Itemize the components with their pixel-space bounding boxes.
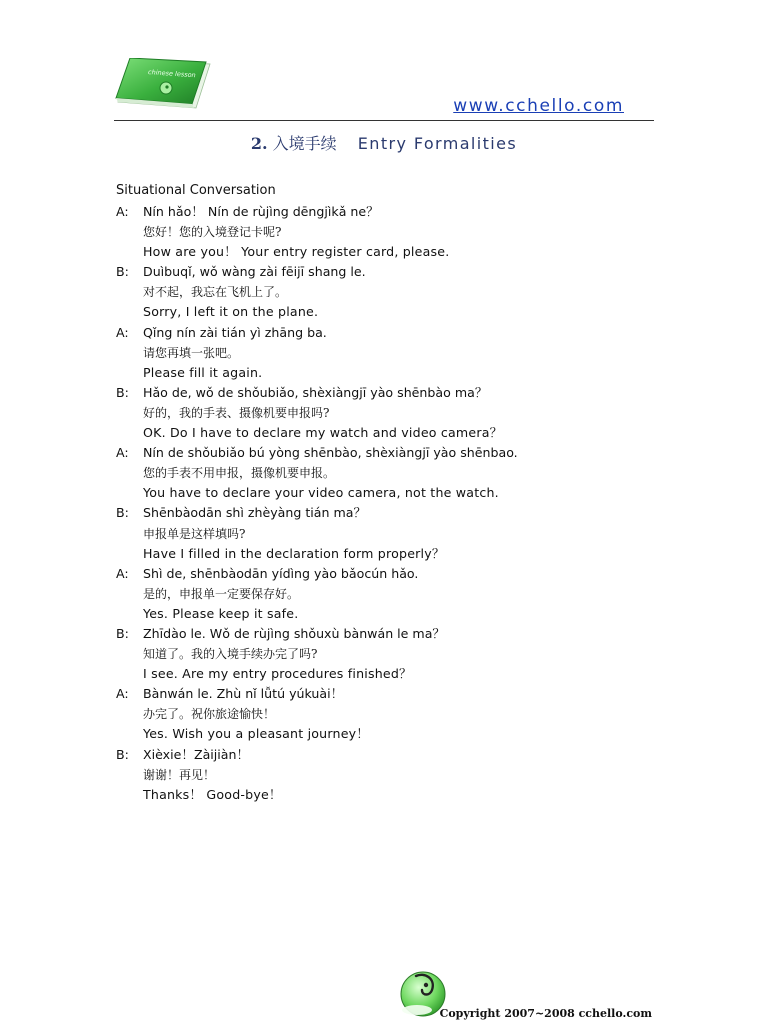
pinyin-line <box>116 443 676 463</box>
chinese-line <box>116 403 676 423</box>
chinese-line <box>116 282 676 302</box>
chinese-line-text: 是的，申报单一定要保存好。 <box>143 586 300 601</box>
pinyin-line-text: Qǐng nín zài tián yì zhāng ba. <box>143 324 327 340</box>
chinese-line-text: 谢谢！再见！ <box>143 767 216 782</box>
pinyin-line <box>116 383 676 403</box>
english-line-text: Thanks！ Good-bye！ <box>143 786 282 802</box>
english-line <box>116 664 676 684</box>
header-divider <box>114 120 654 121</box>
english-line-text: Yes. Wish you a pleasant journey！ <box>143 726 370 742</box>
pinyin-line <box>116 202 676 222</box>
speaker-label: B: <box>116 264 129 280</box>
pinyin-line-text: Nín hǎo！ Nín de rùjìng dēngjìkǎ ne？ <box>143 204 379 219</box>
chinese-line-text: 您好！您的入境登记卡呢? <box>143 225 282 240</box>
english-line-text: Please fill it again. <box>143 364 263 380</box>
pinyin-line-text: Hǎo de, wǒ de shǒubiǎo, shèxiàngjī yào shēnbào ma？ <box>143 384 488 400</box>
lesson-title <box>0 131 768 154</box>
chinese-line-text: 知道了。我的入境手续办完了吗? <box>143 647 318 662</box>
chinese-line <box>116 644 676 664</box>
english-line <box>116 544 676 564</box>
chinese-line <box>116 463 676 483</box>
english-line <box>116 604 676 624</box>
conversation-turns <box>116 202 676 805</box>
pinyin-line <box>116 564 676 584</box>
speaker-label: B: <box>116 505 129 521</box>
lesson-title-zh: 入境手续 <box>272 134 337 153</box>
chinese-line <box>116 704 676 724</box>
pinyin-line <box>116 503 676 523</box>
english-line-text: How are you！ Your entry register card, please. <box>143 244 450 260</box>
pinyin-line <box>116 323 676 343</box>
english-line <box>116 363 676 383</box>
pinyin-line <box>116 684 676 704</box>
pinyin-line-text: Shì de, shēnbàodān yídìng yào bǎocún hǎo. <box>143 565 419 581</box>
english-line <box>116 483 676 503</box>
speaker-label: B: <box>116 625 129 641</box>
speaker-label: B: <box>116 746 129 762</box>
english-line-text: Have I filled in the declaration form properly？ <box>143 545 445 561</box>
english-line-text: You have to declare your video camera, not the watch. <box>143 485 499 501</box>
english-line-text: OK. Do I have to declare my watch and video camera？ <box>143 425 503 441</box>
chinese-line <box>116 222 676 242</box>
chinese-line <box>116 765 676 785</box>
english-line <box>116 785 676 805</box>
pinyin-line-text: Nín de shǒubiǎo bú yòng shēnbào, shèxiàngjī yào shēnbao. <box>143 445 518 461</box>
speaker-label: A: <box>116 324 129 340</box>
chinese-line-text: 对不起，我忘在飞机上了。 <box>143 285 288 300</box>
english-line <box>116 302 676 322</box>
pinyin-line-text: Bànwán le. Zhù nǐ lǚtú yúkuài！ <box>143 686 344 702</box>
pinyin-line <box>116 745 676 765</box>
site-url-link[interactable]: www.cchello.com <box>453 96 624 116</box>
chinese-line-text: 您的手表不用申报，摄像机要申报。 <box>143 466 336 481</box>
english-line-text: Sorry, I left it on the plane. <box>143 304 319 320</box>
speaker-label: A: <box>116 565 129 581</box>
english-line <box>116 724 676 744</box>
conversation-heading: Situational Conversation <box>116 183 276 198</box>
pinyin-line <box>116 624 676 644</box>
speaker-label: B: <box>116 384 129 400</box>
english-line <box>116 423 676 443</box>
chinese-line <box>116 343 676 363</box>
english-line-text: I see. Are my entry procedures finished？ <box>143 666 412 682</box>
pinyin-line-text: Xièxie！Zàijiàn！ <box>143 746 250 762</box>
logo-lettering: chinese lesson <box>147 68 196 80</box>
speaker-label: A: <box>116 445 129 461</box>
chinese-lesson-book-logo <box>114 58 212 110</box>
chinese-line-text: 好的，我的手表、摄像机要申报吗? <box>143 405 330 420</box>
pinyin-line-text: Zhīdào le. Wǒ de rùjìng shǒuxù bànwán le ma？ <box>143 625 446 641</box>
pinyin-line <box>116 262 676 282</box>
chinese-line <box>116 524 676 544</box>
chinese-line-text: 请您再填一张吧。 <box>143 345 240 360</box>
chinese-line-text: 申报单是这样填吗? <box>143 526 246 541</box>
chinese-line-text: 办完了。祝你旅途愉快！ <box>143 707 276 722</box>
pinyin-line-text: Duìbuqǐ, wǒ wàng zài fēijī shang le. <box>143 264 366 280</box>
lesson-title-en: Entry Formalities <box>357 134 518 153</box>
speaker-label: A: <box>116 686 129 702</box>
english-line <box>116 242 676 262</box>
english-line-text: Yes. Please keep it safe. <box>143 605 299 621</box>
situational-conversation <box>116 182 676 805</box>
chinese-line <box>116 584 676 604</box>
speaker-label: A: <box>116 204 129 219</box>
copyright-notice: Copyright 2007~2008 cchello.com <box>439 1007 652 1020</box>
lesson-number: 2. <box>250 134 268 153</box>
pinyin-line-text: Shēnbàodān shì zhèyàng tián ma？ <box>143 505 367 521</box>
